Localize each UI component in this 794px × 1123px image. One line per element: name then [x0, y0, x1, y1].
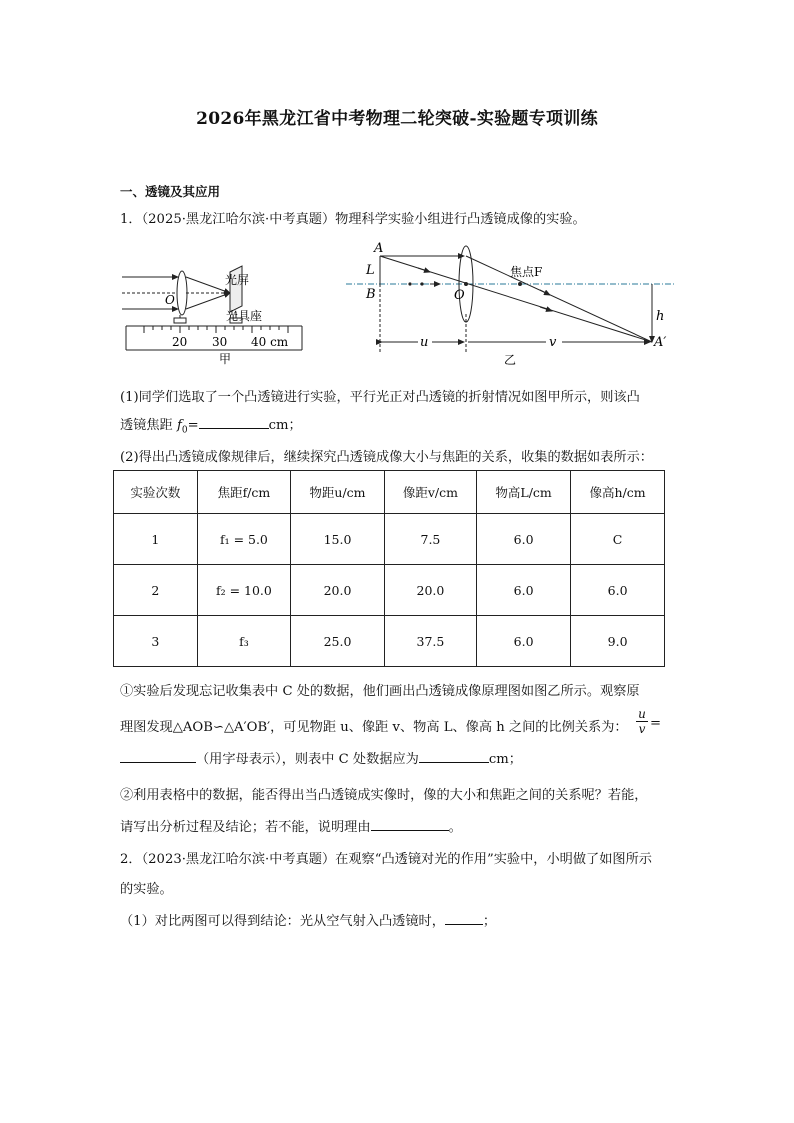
- ratio-answer-text: （用字母表示），则表中 C 处数据应为: [196, 752, 419, 767]
- ratio-equals: =: [650, 716, 662, 731]
- screen-label: 光屏: [225, 273, 250, 287]
- bench-label: 光具座: [226, 309, 263, 323]
- table-cell: 20.0: [291, 565, 385, 616]
- q1-sub2-text: 请写出分析过程及结论；若不能，说明理由: [120, 820, 371, 835]
- table-cell: 7.5: [384, 514, 476, 565]
- fig-jia-caption: 甲: [219, 352, 232, 366]
- q1-sub1-line-a: ①实验后发现忘记收集表中 C 处的数据，他们画出凸透镜成像原理图如图乙所示。观察原: [120, 684, 640, 699]
- figure-yi: [340, 236, 680, 370]
- tick-20: 20: [172, 335, 188, 349]
- table-cell: 9.0: [571, 616, 665, 667]
- table-header-row: [114, 471, 665, 514]
- table-header: 像高h/cm: [571, 471, 665, 514]
- table-header: 物高L/cm: [477, 471, 571, 514]
- point-a-label: A: [374, 241, 384, 256]
- q2-part1: [120, 910, 496, 929]
- focus-label: 焦点F: [510, 265, 543, 279]
- ratio-fraction: [636, 707, 648, 736]
- q1-sub1-line-b: 理图发现△AOB∽△A′OB′，可见物距 u、像距 v、物高 L、像高 h 之间的比例关系为：: [120, 720, 628, 735]
- table-cell: 37.5: [384, 616, 476, 667]
- q1-sub2-line-a: ②利用表格中的数据，能否得出当凸透镜成实像时，像的大小和焦距之间的关系呢？若能，: [120, 788, 648, 803]
- fraction-denominator: v: [636, 721, 648, 736]
- ratio-answer-blank[interactable]: [120, 750, 196, 763]
- bench-ticks: [144, 326, 288, 333]
- table-header: 实验次数: [114, 471, 198, 514]
- table-cell: C: [571, 514, 665, 565]
- table-header: 焦距f/cm: [197, 471, 290, 514]
- table-cell: 15.0: [291, 514, 385, 565]
- section-heading: 一、透镜及其应用: [120, 184, 221, 199]
- table-header: 像距v/cm: [384, 471, 476, 514]
- point-o-label: O: [454, 288, 465, 303]
- focal-unit: cm；: [268, 418, 302, 433]
- table-cell: 6.0: [477, 565, 571, 616]
- table-cell: 6.0: [477, 616, 571, 667]
- u-label: u: [420, 335, 429, 350]
- q1-sub2-end: 。: [448, 820, 462, 835]
- table-row: [114, 514, 665, 565]
- lens-center-label: O: [165, 293, 175, 307]
- focal-prefix: 透镜焦距: [120, 418, 177, 433]
- focal-subscript: 0: [181, 425, 188, 436]
- image-height-label: h: [656, 309, 665, 324]
- q1-intro: 1．（2025·黑龙江哈尔滨·中考真题）物理科学实验小组进行凸透镜成像的实验。: [120, 212, 586, 227]
- table-header: 物距u/cm: [291, 471, 385, 514]
- focus-point: [518, 282, 522, 286]
- q2-intro-line-a: 2．（2023·黑龙江哈尔滨·中考真题）在观察“凸透镜对光的作用”实验中，小明做了如图所示: [120, 852, 652, 867]
- table-cell: 1: [114, 514, 198, 565]
- lens-jia: [177, 271, 187, 315]
- focal-length-blank[interactable]: [199, 416, 269, 429]
- table-cell: f₃: [197, 616, 290, 667]
- table-cell: 6.0: [571, 565, 665, 616]
- table-cell: 25.0: [291, 616, 385, 667]
- page-title: 2026年黑龙江省中考物理二轮突破-实验题专项训练: [196, 109, 598, 129]
- q1-sub1-line-c: [120, 748, 522, 767]
- q1-part1-line-a: (1)同学们选取了一个凸透镜进行实验，平行光正对凸透镜的折射情况如图甲所示，则该凸: [120, 390, 640, 405]
- q2-intro-line-b: 的实验。: [120, 882, 173, 897]
- c-value-blank[interactable]: [419, 750, 489, 763]
- table-cell: f₁ = 5.0: [197, 514, 290, 565]
- fig-yi-caption: 乙: [504, 353, 517, 367]
- c-value-unit: cm；: [488, 752, 522, 767]
- tick-40: 40 cm: [251, 335, 289, 349]
- figure-jia: [118, 262, 308, 370]
- object-height-label: L: [366, 263, 375, 278]
- image-point-label: A′: [654, 335, 667, 350]
- focal-equals: =: [187, 418, 199, 433]
- data-table: [113, 470, 665, 667]
- point-b-label: B: [366, 287, 376, 302]
- table-cell: 20.0: [384, 565, 476, 616]
- q1-sub2-line-b: [120, 816, 462, 835]
- q1-part2: (2)得出凸透镜成像规律后，继续探究凸透镜成像大小与焦距的关系，收集的数据如表所示：: [120, 450, 653, 465]
- reason-blank[interactable]: [371, 818, 449, 831]
- q1-part1-line-b: [120, 414, 302, 436]
- table-cell: f₂ = 10.0: [197, 565, 290, 616]
- v-label: v: [549, 335, 557, 350]
- fraction-numerator: u: [638, 707, 646, 721]
- q2-part1-text: （1）对比两图可以得到结论：光从空气射入凸透镜时，: [120, 914, 445, 929]
- q2-part1-end: ；: [482, 914, 497, 929]
- focal-symbol: f: [176, 418, 182, 433]
- table-cell: 6.0: [477, 514, 571, 565]
- table-row: [114, 616, 665, 667]
- table-row: [114, 565, 665, 616]
- conclusion-blank[interactable]: [445, 912, 483, 925]
- tick-30: 30: [212, 335, 228, 349]
- table-cell: 3: [114, 616, 198, 667]
- table-cell: 2: [114, 565, 198, 616]
